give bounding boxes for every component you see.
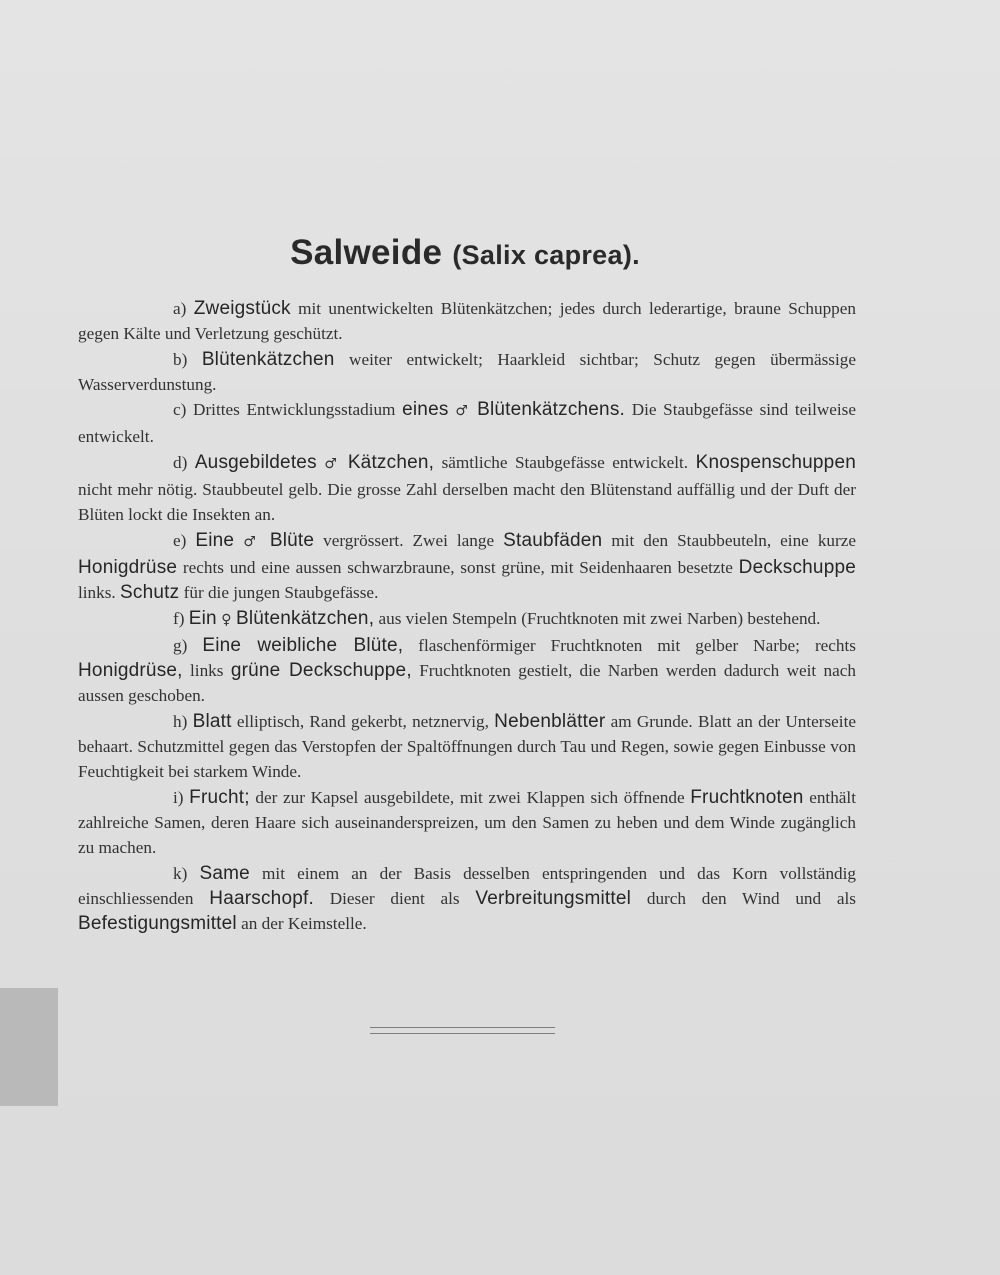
highlighted-term: Ein bbox=[188, 607, 217, 629]
highlighted-term: Frucht; bbox=[189, 786, 250, 808]
highlighted-term: Staubfäden bbox=[503, 529, 603, 551]
item-text: elliptisch, Rand gekerbt, netznervig, bbox=[231, 711, 495, 731]
item-text: nicht mehr nötig. Staubbeutel gelb. Die grosse Zahl derselben macht den Blütenstand auffällig und der Duft der Blüten lockt die Insekten an. bbox=[78, 480, 856, 525]
list-item bbox=[78, 296, 856, 347]
item-text: weiter entwickelt; Haarkleid sichtbar; Schutz gegen übermässige Wasserverdunstung. bbox=[78, 349, 856, 394]
double-rule-divider bbox=[370, 1027, 555, 1034]
sex-symbol: ♀ bbox=[216, 611, 236, 628]
list-item bbox=[78, 347, 856, 398]
sex-symbol: ♂ bbox=[234, 533, 270, 550]
highlighted-term: Blütenkätzchens. bbox=[477, 399, 626, 421]
item-label: k) bbox=[173, 863, 200, 883]
item-text: flaschenförmiger Fruchtknoten mit gelber Narbe; rechts bbox=[403, 635, 856, 655]
scan-edge-marker bbox=[0, 988, 58, 1106]
highlighted-term: Honigdrüse bbox=[78, 556, 178, 578]
item-text: rechts und eine aussen schwarzbraune, sonst grüne, mit Seidenhaaren besetzte bbox=[177, 557, 739, 577]
page-title bbox=[0, 233, 930, 273]
item-label: d) bbox=[173, 452, 195, 472]
list-item bbox=[78, 633, 856, 709]
item-text: Die Staubgefässe sind teilweise entwickelt. bbox=[78, 400, 856, 447]
item-label: c) bbox=[173, 400, 194, 420]
highlighted-term: Blüte bbox=[269, 529, 315, 551]
item-text: am Grunde. Blatt an der Unterseite behaart. Schutzmittel gegen das Verstopfen der Spaltöffnungen durch Tau und Regen, sowie gegen Einbusse von Feuchtigkeit bei starkem Winde. bbox=[78, 711, 856, 782]
title-latin: (Salix caprea). bbox=[452, 240, 640, 271]
item-text: aus vielen Stempeln (Fruchtknoten mit zwei Narben) bestehend. bbox=[374, 608, 821, 628]
list-item bbox=[78, 709, 856, 785]
highlighted-term: Eine bbox=[195, 529, 235, 551]
highlighted-term: Befestigungsmittel bbox=[78, 913, 237, 935]
highlighted-term: grüne Deckschuppe, bbox=[230, 660, 412, 682]
item-text: der zur Kapsel ausgebildete, mit zwei Klappen sich öffnende bbox=[249, 787, 691, 807]
item-text: mit unentwickelten Blütenkätzchen; jedes durch lederartige, braune Schuppen gegen Kälte und Verletzung geschützt. bbox=[78, 299, 856, 344]
sex-symbol: ♂ bbox=[316, 455, 348, 472]
highlighted-term: Knospenschuppen bbox=[695, 451, 856, 473]
item-text: Fruchtknoten gestielt, die Narben werden dadurch weit nach aussen geschoben. bbox=[78, 661, 856, 706]
item-label: h) bbox=[173, 711, 193, 731]
description-list bbox=[78, 296, 856, 936]
highlighted-term: Honigdrüse, bbox=[78, 660, 183, 682]
item-label: b) bbox=[173, 349, 202, 369]
item-text: links bbox=[182, 661, 231, 681]
highlighted-term: Blütenkätzchen, bbox=[235, 607, 375, 629]
highlighted-term: Verbreitungsmittel bbox=[475, 887, 632, 909]
highlighted-term: Eine weibliche Blüte, bbox=[202, 634, 404, 656]
item-text: enthält zahlreiche Samen, deren Haare sich auseinanderspreizen, um den Samen zu heben und dem Winde zugänglich zu machen. bbox=[78, 787, 856, 858]
list-item bbox=[78, 785, 856, 861]
highlighted-term: eines bbox=[402, 399, 449, 421]
highlighted-term: Zweigstück bbox=[193, 298, 291, 319]
highlighted-term: Kätzchen, bbox=[347, 451, 435, 473]
item-text: Drittes Entwicklungsstadium bbox=[193, 400, 403, 420]
sex-symbol: ♂ bbox=[448, 403, 478, 420]
highlighted-term: Deckschuppe bbox=[738, 556, 856, 578]
item-text: vergrössert. Zwei lange bbox=[314, 530, 504, 550]
list-item bbox=[78, 606, 856, 633]
item-label: i) bbox=[173, 787, 190, 807]
item-text: links. bbox=[78, 583, 121, 603]
item-text: für die jungen Staubgefässe. bbox=[179, 583, 379, 603]
item-label: e) bbox=[173, 530, 196, 550]
item-text: mit den Staubbeuteln, eine kurze bbox=[602, 530, 856, 550]
item-text: Dieser dient als bbox=[313, 888, 476, 908]
highlighted-term: Haarschopf. bbox=[209, 887, 314, 909]
highlighted-term: Ausgebildetes bbox=[194, 451, 317, 473]
highlighted-term: Fruchtknoten bbox=[690, 786, 804, 808]
highlighted-term: Same bbox=[199, 862, 250, 884]
item-text: durch den Wind und als bbox=[631, 888, 856, 908]
title-main: Salweide bbox=[290, 233, 443, 273]
highlighted-term: Schutz bbox=[120, 582, 180, 604]
item-text: sämtliche Staubgefässe entwickelt. bbox=[434, 452, 696, 472]
item-label: f) bbox=[173, 608, 189, 628]
highlighted-term: Blütenkätzchen bbox=[201, 348, 335, 370]
item-text: mit einem an der Basis desselben entspringenden und das Korn vollständig einschliessenden bbox=[78, 863, 856, 908]
highlighted-term: Blatt bbox=[192, 710, 232, 732]
list-item bbox=[78, 528, 856, 606]
list-item bbox=[78, 861, 856, 937]
highlighted-term: Nebenblätter bbox=[494, 710, 606, 732]
list-item bbox=[78, 450, 856, 528]
item-label: a) bbox=[173, 299, 194, 318]
list-item bbox=[78, 397, 856, 450]
item-text: an der Keimstelle. bbox=[236, 914, 367, 934]
item-label: g) bbox=[173, 635, 203, 655]
